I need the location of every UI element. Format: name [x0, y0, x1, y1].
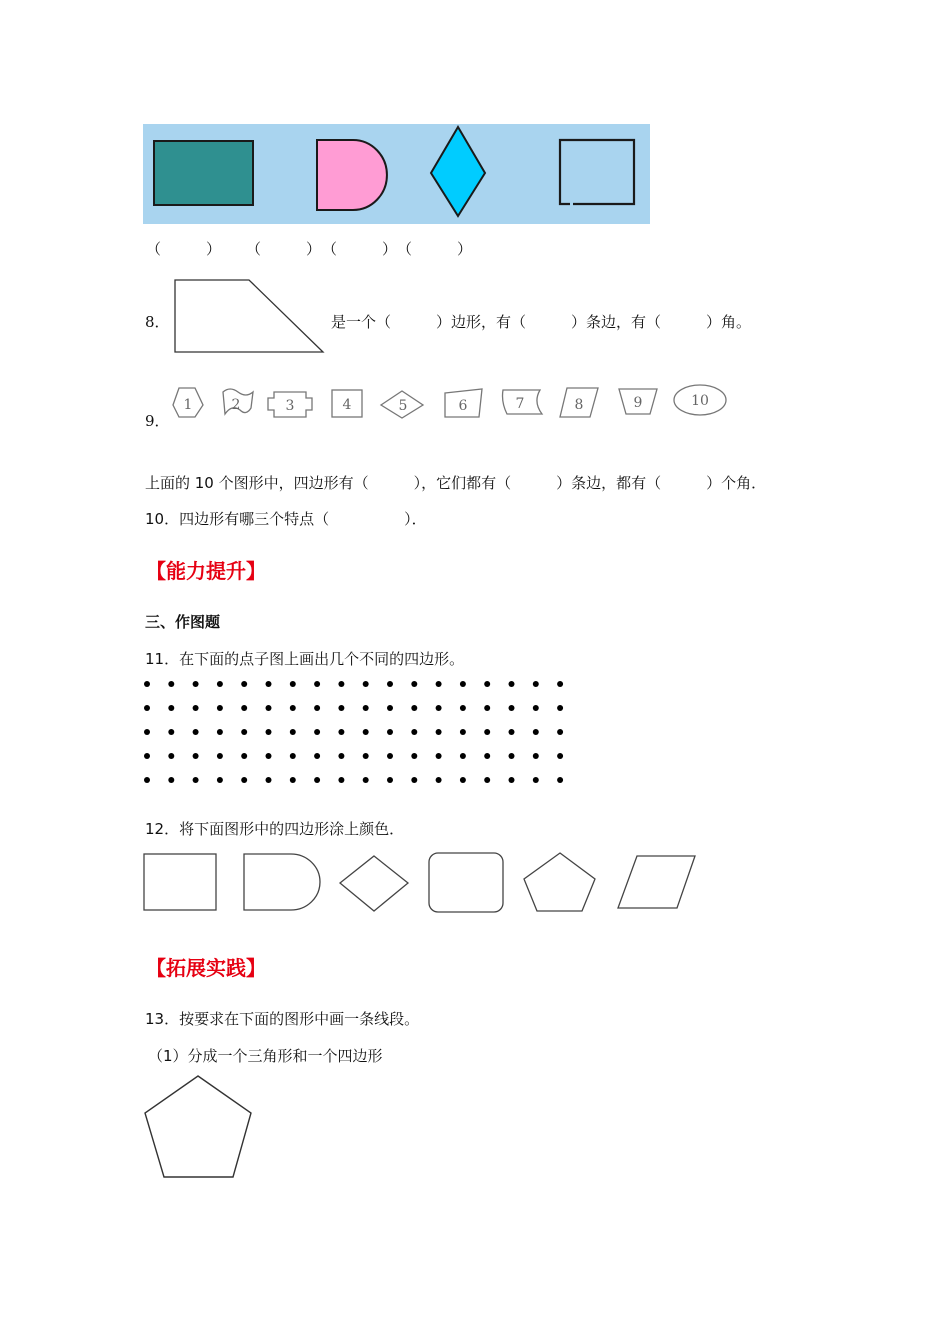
grid-dot[interactable] [266, 681, 272, 687]
grid-dot[interactable] [314, 777, 320, 783]
grid-dot[interactable] [168, 753, 174, 759]
shape-label-10: 10 [691, 393, 709, 409]
grid-dot[interactable] [241, 777, 247, 783]
q12-square [144, 854, 216, 910]
grid-dot[interactable] [557, 705, 563, 711]
grid-dot[interactable] [168, 777, 174, 783]
grid-dot[interactable] [338, 729, 344, 735]
grid-dot[interactable] [557, 753, 563, 759]
grid-dot[interactable] [436, 681, 442, 687]
grid-dot[interactable] [484, 729, 490, 735]
grid-dot[interactable] [144, 729, 150, 735]
q12-pentagon [524, 853, 595, 911]
grid-dot[interactable] [363, 729, 369, 735]
section-heading-ability: 【能力提升】 [146, 559, 266, 583]
q8-number: 8． [145, 313, 170, 331]
shape-label-3: 3 [285, 398, 295, 414]
grid-dot[interactable] [460, 729, 466, 735]
teal-rectangle [154, 141, 253, 205]
grid-dot[interactable] [266, 777, 272, 783]
grid-dot[interactable] [193, 681, 199, 687]
grid-dot[interactable] [509, 705, 515, 711]
q10-question-text: 10．四边形有哪三个特点（ ）． [145, 510, 427, 528]
grid-dot[interactable] [314, 729, 320, 735]
grid-dot[interactable] [290, 777, 296, 783]
grid-dot[interactable] [460, 777, 466, 783]
grid-dot[interactable] [338, 681, 344, 687]
grid-dot[interactable] [363, 753, 369, 759]
grid-dot[interactable] [533, 753, 539, 759]
grid-dot[interactable] [509, 681, 515, 687]
q12-d-shape [244, 854, 320, 910]
grid-dot[interactable] [557, 681, 563, 687]
section-heading-extension: 【拓展实践】 [146, 956, 266, 980]
grid-dot[interactable] [217, 753, 223, 759]
grid-dot[interactable] [411, 729, 417, 735]
grid-dot[interactable] [387, 729, 393, 735]
grid-dot[interactable] [557, 777, 563, 783]
shape-label-2: 2 [231, 397, 241, 413]
shape-label-1: 1 [183, 397, 193, 413]
grid-dot[interactable] [217, 777, 223, 783]
grid-dot[interactable] [387, 681, 393, 687]
part-3-heading: 三、作图题 [145, 613, 221, 631]
grid-dot[interactable] [266, 753, 272, 759]
grid-dot[interactable] [338, 705, 344, 711]
grid-dot[interactable] [193, 777, 199, 783]
grid-dot[interactable] [217, 681, 223, 687]
grid-dot[interactable] [363, 681, 369, 687]
q12-question-text: 12．将下面图形中的四边形涂上颜色． [145, 820, 405, 838]
grid-dot[interactable] [509, 777, 515, 783]
grid-dot[interactable] [290, 705, 296, 711]
q13-question-text: 13．按要求在下面的图形中画一条线段。 [145, 1010, 420, 1028]
grid-dot[interactable] [144, 705, 150, 711]
q11-question-text: 11．在下面的点子图上画出几个不同的四边形。 [145, 650, 465, 668]
grid-dot[interactable] [193, 729, 199, 735]
grid-dot[interactable] [533, 681, 539, 687]
grid-dot[interactable] [266, 705, 272, 711]
q8-trapezoid-figure [174, 279, 326, 355]
grid-dot[interactable] [436, 729, 442, 735]
grid-dot[interactable] [217, 705, 223, 711]
q9-ten-shapes [170, 380, 730, 425]
grid-dot[interactable] [144, 681, 150, 687]
grid-dot[interactable] [338, 753, 344, 759]
grid-dot[interactable] [193, 705, 199, 711]
grid-dot[interactable] [314, 753, 320, 759]
grid-dot[interactable] [484, 753, 490, 759]
q9-number: 9． [145, 412, 170, 430]
grid-dot[interactable] [509, 753, 515, 759]
grid-dot[interactable] [557, 729, 563, 735]
grid-dot[interactable] [241, 729, 247, 735]
grid-dot[interactable] [241, 753, 247, 759]
grid-dot[interactable] [436, 753, 442, 759]
grid-dot[interactable] [411, 681, 417, 687]
q12-diamond [340, 856, 408, 911]
grid-dot[interactable] [241, 681, 247, 687]
grid-dot[interactable] [460, 681, 466, 687]
grid-dot[interactable] [436, 705, 442, 711]
grid-dot[interactable] [338, 777, 344, 783]
grid-dot[interactable] [484, 681, 490, 687]
grid-dot[interactable] [363, 777, 369, 783]
q7-blank-3[interactable]: （ ） [322, 240, 398, 258]
grid-dot[interactable] [144, 753, 150, 759]
shape-label-6: 6 [458, 398, 468, 414]
grid-dot[interactable] [533, 729, 539, 735]
shape-label-8: 8 [574, 397, 584, 413]
q7-blank-4[interactable]: （ ） [397, 240, 473, 258]
grid-dot[interactable] [314, 681, 320, 687]
q9-question-text: 上面的 10 个图形中，四边形有（ ），它们都有（ ）条边，都有（ ）个角． [145, 474, 767, 492]
q12-parallelogram [618, 856, 695, 908]
grid-dot[interactable] [290, 681, 296, 687]
grid-dot[interactable] [363, 705, 369, 711]
grid-dot[interactable] [484, 777, 490, 783]
grid-dot[interactable] [217, 729, 223, 735]
grid-dot[interactable] [314, 705, 320, 711]
q13-pentagon[interactable] [140, 1072, 260, 1184]
grid-dot[interactable] [387, 705, 393, 711]
q8-question-text: 是一个（ ）边形，有（ ）条边，有（ ）角。 [331, 313, 752, 331]
shape-label-5: 5 [398, 398, 408, 414]
grid-dot[interactable] [168, 729, 174, 735]
q13-subquestion-1: （1）分成一个三角形和一个四边形 [148, 1047, 383, 1065]
grid-dot[interactable] [509, 729, 515, 735]
shape-label-9: 9 [633, 395, 643, 411]
grid-dot[interactable] [387, 777, 393, 783]
pink-d-shape [317, 140, 387, 210]
grid-dot[interactable] [533, 705, 539, 711]
grid-dot[interactable] [387, 753, 393, 759]
q12-rounded-rectangle [429, 853, 503, 912]
grid-dot[interactable] [168, 681, 174, 687]
shape-label-4: 4 [342, 397, 352, 413]
grid-dot[interactable] [460, 753, 466, 759]
grid-dot[interactable] [411, 777, 417, 783]
shape-label-7: 7 [515, 396, 525, 412]
q11-dot-grid[interactable] [140, 675, 570, 787]
q12-shapes-row[interactable] [140, 848, 700, 918]
grid-dot[interactable] [290, 729, 296, 735]
grid-dot[interactable] [533, 777, 539, 783]
q7-blank-2[interactable]: （ ） [246, 240, 322, 258]
grid-dot[interactable] [411, 753, 417, 759]
q7-shapes-banner [143, 124, 650, 224]
grid-dot[interactable] [411, 705, 417, 711]
grid-dot[interactable] [168, 705, 174, 711]
grid-dot[interactable] [193, 753, 199, 759]
grid-dot[interactable] [436, 777, 442, 783]
grid-dot[interactable] [241, 705, 247, 711]
grid-dot[interactable] [266, 729, 272, 735]
q7-blank-1[interactable]: （ ） [146, 240, 222, 258]
grid-dot[interactable] [460, 705, 466, 711]
grid-dot[interactable] [144, 777, 150, 783]
grid-dot[interactable] [484, 705, 490, 711]
grid-dot[interactable] [290, 753, 296, 759]
